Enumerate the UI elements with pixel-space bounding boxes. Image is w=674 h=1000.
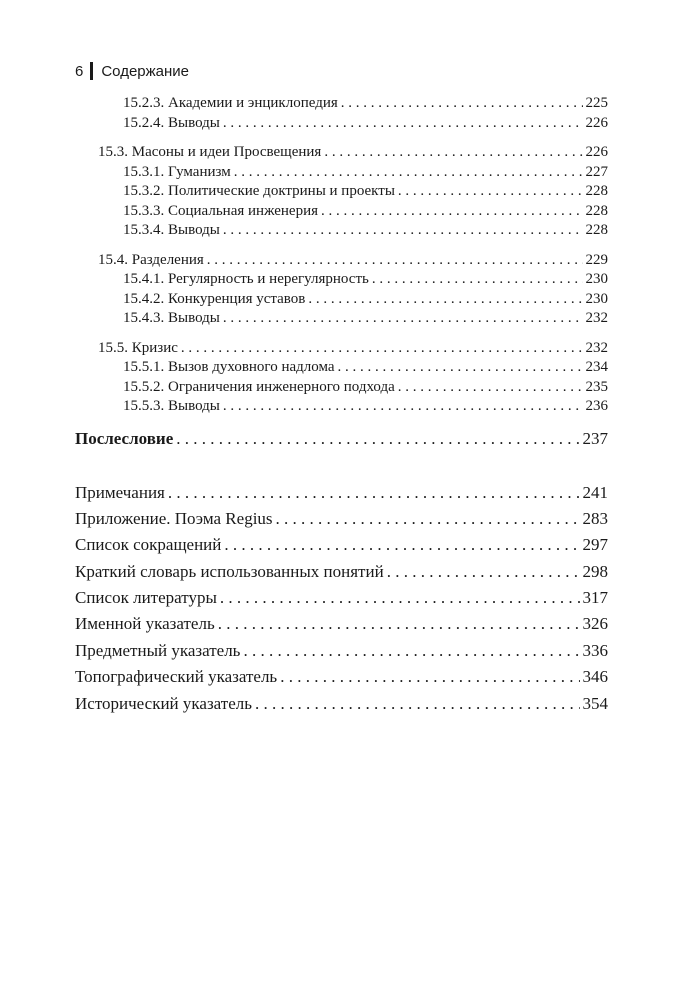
toc-entry-page: 298 xyxy=(582,561,608,581)
toc-entry-label: 15.3. Масоны и идеи Просвещения xyxy=(98,144,322,160)
toc-entry-label: 15.5.3. Выводы xyxy=(123,398,220,414)
dot-leader xyxy=(223,221,583,241)
toc-entry[interactable] xyxy=(75,182,608,202)
toc-entry[interactable] xyxy=(75,691,608,717)
toc-entry[interactable] xyxy=(75,94,608,114)
dot-leader xyxy=(255,691,580,717)
toc-entry-page: 283 xyxy=(582,508,608,528)
toc-entry[interactable] xyxy=(75,270,608,290)
toc-entry[interactable] xyxy=(75,664,608,690)
toc-entry-page: 234 xyxy=(585,359,608,375)
toc-entry-label: Приложение. Поэма Regius xyxy=(75,508,273,528)
toc-entry-page: 346 xyxy=(582,667,608,687)
toc-entry-label: 15.2.3. Академии и энциклопедия xyxy=(123,95,338,111)
toc-entry-page: 226 xyxy=(585,144,608,160)
toc-entry-page: 228 xyxy=(585,183,608,199)
toc-entry-afterword[interactable] xyxy=(75,427,608,451)
spacer xyxy=(75,241,608,251)
toc-entry[interactable] xyxy=(75,290,608,310)
toc-entry[interactable] xyxy=(75,202,608,222)
dot-leader xyxy=(234,163,583,183)
toc-entry-page: 317 xyxy=(582,588,608,608)
toc-entry-label: 15.4.3. Выводы xyxy=(123,310,220,326)
toc-entry-page: 232 xyxy=(585,339,608,356)
toc-entry[interactable] xyxy=(75,309,608,329)
toc-entry-label: Именной указатель xyxy=(75,614,215,634)
dot-leader xyxy=(372,270,583,290)
toc-entry-label: 15.3.1. Гуманизм xyxy=(123,163,231,180)
toc-entry-label: Краткий словарь использованных понятий xyxy=(75,561,384,581)
page-number: 6 xyxy=(75,62,84,80)
dot-leader xyxy=(223,309,583,329)
toc-entry-label: 15.3.3. Социальная инженерия xyxy=(123,202,318,219)
dot-leader xyxy=(220,585,580,611)
toc-entry[interactable] xyxy=(75,143,608,163)
toc-entry[interactable] xyxy=(75,163,608,183)
dot-leader xyxy=(181,339,583,359)
toc-entry-label: Исторический указатель xyxy=(75,693,252,713)
toc-entry-page: 225 xyxy=(585,95,608,111)
toc-entry[interactable] xyxy=(75,506,608,532)
dot-leader xyxy=(223,397,583,417)
running-title: Содержание xyxy=(101,62,190,80)
dot-leader xyxy=(224,532,579,558)
dot-leader xyxy=(387,559,580,585)
dot-leader xyxy=(176,427,579,451)
table-of-contents xyxy=(75,94,608,717)
toc-entry-page: 237 xyxy=(582,428,608,448)
toc-entry-label: 15.2.4. Выводы xyxy=(123,114,220,131)
spacer xyxy=(75,417,608,427)
dot-leader xyxy=(218,611,580,637)
dot-leader xyxy=(280,664,579,690)
toc-entry[interactable] xyxy=(75,378,608,398)
toc-entry[interactable] xyxy=(75,221,608,241)
toc-entry-label: Список литературы xyxy=(75,588,217,608)
toc-entry-label: 15.3.4. Выводы xyxy=(123,222,220,238)
toc-sections xyxy=(75,94,608,417)
toc-entry[interactable] xyxy=(75,251,608,271)
toc-entry-page: 336 xyxy=(582,640,608,660)
toc-entry-page: 326 xyxy=(582,614,608,634)
spacer xyxy=(75,133,608,143)
toc-entry-label: 15.3.2. Политические доктрины и проекты xyxy=(123,183,395,199)
toc-entry-page: 354 xyxy=(582,693,608,713)
dot-leader xyxy=(243,638,579,664)
toc-entry-label: 15.4. Разделения xyxy=(98,251,204,268)
dot-leader xyxy=(168,480,580,506)
dot-leader xyxy=(207,251,583,271)
dot-leader xyxy=(324,143,582,163)
toc-entry-page: 226 xyxy=(585,114,608,131)
toc-entry-label: 15.5.2. Ограничения инженерного подхода xyxy=(123,378,395,395)
toc-entry-label: 15.5.1. Вызов духовного надлома xyxy=(123,359,335,375)
toc-entry-page: 227 xyxy=(585,163,608,180)
toc-entry-page: 230 xyxy=(585,271,608,287)
toc-entry-page: 236 xyxy=(585,398,608,414)
toc-entry[interactable] xyxy=(75,114,608,134)
toc-entry-page: 230 xyxy=(585,290,608,307)
toc-entry-page: 232 xyxy=(585,310,608,326)
toc-back-matter xyxy=(75,480,608,718)
toc-entry-label: Топографический указатель xyxy=(75,667,278,687)
dot-leader xyxy=(223,114,583,134)
spacer xyxy=(75,451,608,480)
toc-entry-page: 297 xyxy=(582,535,608,555)
toc-entry[interactable] xyxy=(75,480,608,506)
dot-leader xyxy=(398,378,583,398)
dot-leader xyxy=(276,506,580,532)
running-header xyxy=(75,61,189,81)
header-divider xyxy=(90,62,93,80)
dot-leader xyxy=(341,94,583,114)
toc-entry-label: Список сокращений xyxy=(75,535,222,555)
toc-entry-page: 228 xyxy=(585,202,608,219)
toc-entry-label: Предметный указатель xyxy=(75,640,241,660)
toc-entry[interactable] xyxy=(75,397,608,417)
dot-leader xyxy=(398,182,583,202)
dot-leader xyxy=(321,202,583,222)
toc-entry[interactable] xyxy=(75,559,608,585)
toc-entry-label: Послесловие xyxy=(75,428,174,448)
dot-leader xyxy=(338,358,583,378)
toc-entry[interactable] xyxy=(75,532,608,558)
toc-entry[interactable] xyxy=(75,339,608,359)
toc-entry-label: Примечания xyxy=(75,482,165,502)
spacer xyxy=(75,329,608,339)
toc-entry[interactable] xyxy=(75,611,608,637)
toc-entry-label: 15.5. Кризис xyxy=(98,339,178,356)
toc-entry-label: 15.4.1. Регулярность и нерегулярность xyxy=(123,271,369,287)
toc-entry[interactable] xyxy=(75,638,608,664)
dot-leader xyxy=(308,290,582,310)
toc-entry-page: 229 xyxy=(585,251,608,268)
toc-entry[interactable] xyxy=(75,358,608,378)
toc-entry-label: 15.4.2. Конкуренция уставов xyxy=(123,290,306,307)
toc-entry-page: 235 xyxy=(585,378,608,395)
toc-entry-page: 228 xyxy=(585,222,608,238)
toc-entry[interactable] xyxy=(75,585,608,611)
toc-entry-page: 241 xyxy=(582,482,608,502)
